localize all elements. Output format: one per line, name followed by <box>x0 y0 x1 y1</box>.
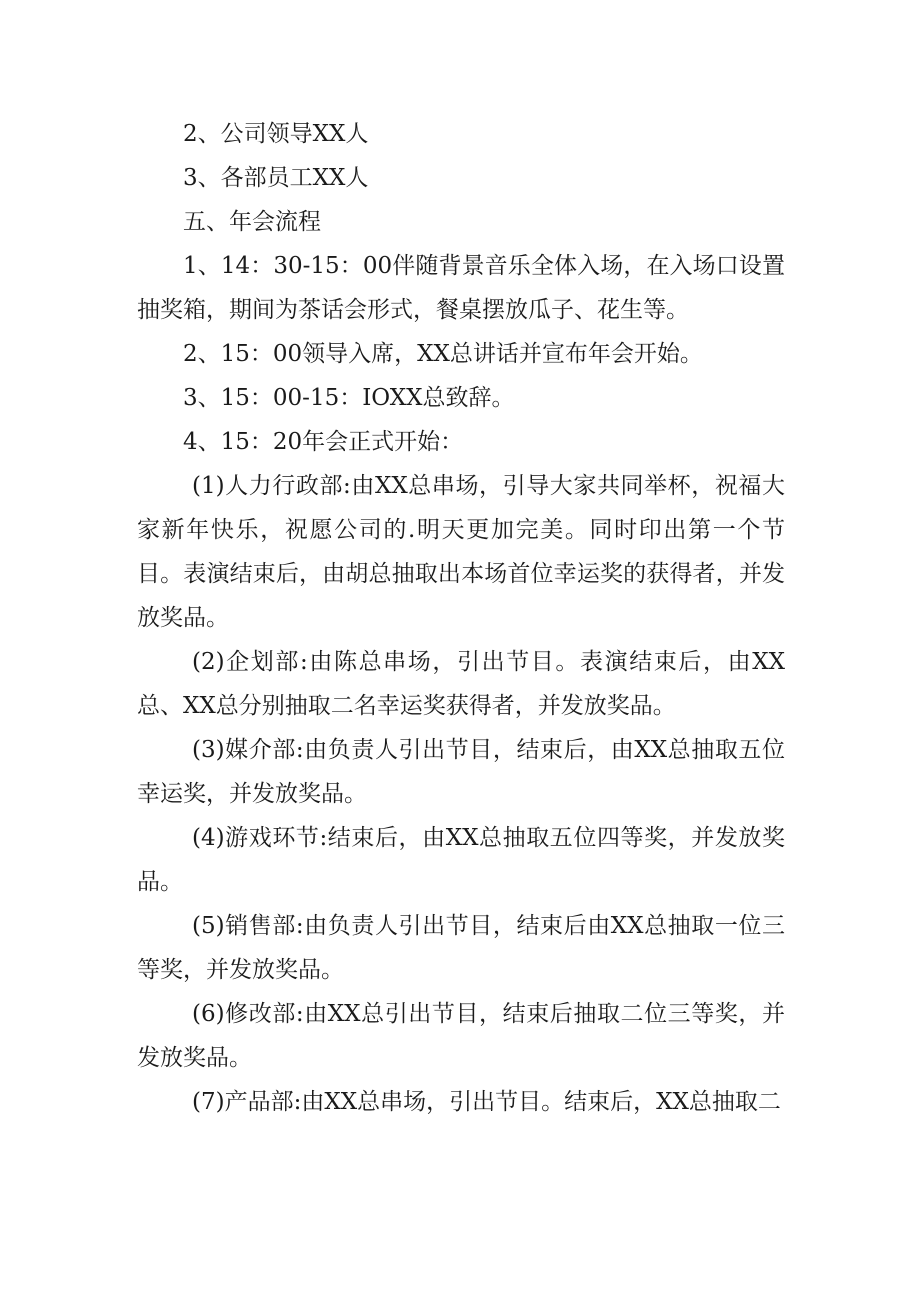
program-item-editing: (6)修改部:由XX总引出节目，结束后抽取二位三等奖，并发放奖品。 <box>137 1001 785 1071</box>
program-item-game: (4)游戏环节:结束后，由XX总抽取五位四等奖，并发放奖品。 <box>137 825 785 895</box>
document-body <box>137 112 785 1124</box>
program-item-hr-admin: (1)人力行政部:由XX总串场，引导大家共同举杯，祝福大家新年快乐，祝愿公司的.明天更加完美。同时印出第一个节目。表演结束后，由胡总抽取出本场首位幸运奖的获得者，并发放奖品。 <box>137 473 785 631</box>
section-heading-annual-meeting-process: 五、年会流程 <box>183 209 321 235</box>
list-item-department-staff: 3、各部员工XX人 <box>183 165 369 191</box>
process-step-2: 2、15：00领导入席，XX总讲话并宣布年会开始。 <box>183 341 703 367</box>
program-item-product: (7)产品部:由XX总串场，引出节目。结束后，XX总抽取二 <box>192 1089 781 1115</box>
process-step-1: 1、14：30-15：00伴随背景音乐全体入场，在入场口设置抽奖箱，期间为茶话会形式，餐桌摆放瓜子、花生等。 <box>137 253 785 323</box>
list-item-company-leaders: 2、公司领导XX人 <box>183 121 369 147</box>
program-item-planning: (2)企划部:由陈总串场，引出节目。表演结束后，由XX总、XX总分别抽取二名幸运奖获得者，并发放奖品。 <box>137 649 785 719</box>
process-step-4: 4、15：20年会正式开始： <box>183 429 464 455</box>
program-item-sales: (5)销售部:由负责人引出节目，结束后由XX总抽取一位三等奖，并发放奖品。 <box>137 913 785 983</box>
program-item-media: (3)媒介部:由负责人引出节目，结束后，由XX总抽取五位幸运奖，并发放奖品。 <box>137 737 785 807</box>
process-step-3: 3、15：00-15：IOXX总致辞。 <box>183 385 515 411</box>
